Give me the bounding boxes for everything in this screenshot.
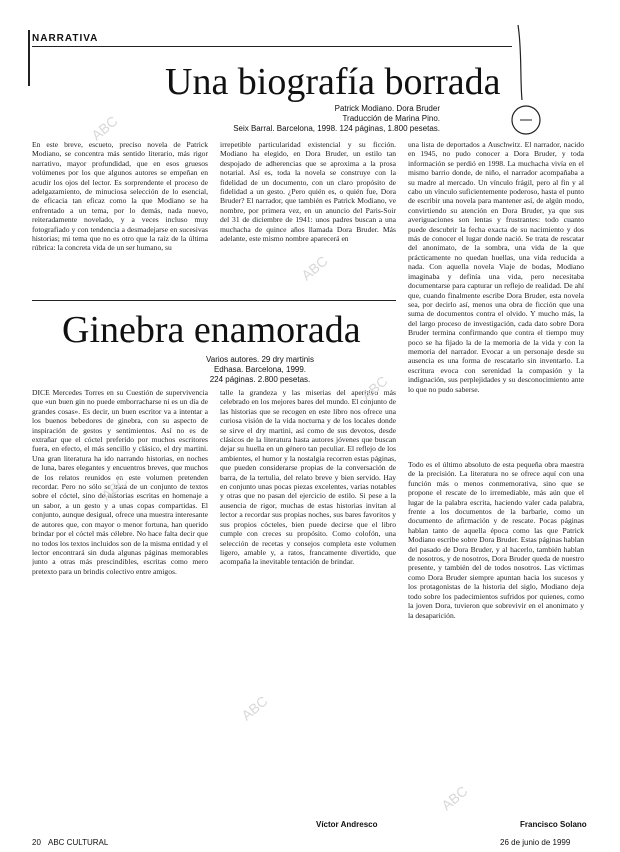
article-1-column-3b: [408, 460, 584, 760]
article-2-column-2: [220, 388, 396, 818]
section-label: NARRATIVA: [32, 33, 99, 44]
publication-date: 26 de junio de 1999: [500, 838, 571, 847]
body-text: Todo es el último absoluto de esta pequeña obra maestra de la precisión. La literatura no se ofrece aquí con una función más o menos conmemorativa, sino que se propone el rescate de lo irremediable, más aún que el lugar de la palabra escrita, haciendo valer cada palabra, frente a los documentos de la barbarie, como un documento de afirmación y de rescate. Pocas páginas hablan tanto de aquella época como las que Patrick Modiano escribe sobre Dora Bruder. Estas páginas hablan del pasado de Dora Bruder, y al hacerlo, también hablan de nosotros, y de nosotros, Dora Bruder queda de nuestro presente, y también del de todos nosotros. Las víctimas como Dora Bruder siempre apuntan hacia los sucesos y los protagonistas de la historia del siglo, Modiano deja todo sobre los padecimientos sufridos por quienes, como la joven Dora, tuvieron que sobrevivir en el anonimato y la desaparición.: [408, 460, 584, 620]
section-rule: [32, 46, 512, 47]
page-number: 20: [32, 838, 41, 847]
body-text: irrepetible particularidad existencial y su ficción. Modiano ha elegido, en Dora Bruder, un estilo tan despojado de adherencias que se aproxima a la prosa notarial. Así es, toda la novela se construye con la fidelidad de un documento, con un claro propósito de fidelidad a un gesto. ¿Pero quién es, o quién fue, Dora Bruder? El narrador, que también es Patrick Modiano, ve nombre, por primera vez, en un anuncio del Paris-Soir del 31 de diciembre de 1941: unos padres buscan a una muchacha de quince años llamada Dora Bruder. Más adelante, este mismo nombre aparecerá en: [220, 140, 396, 244]
section-vertical-rule: [28, 30, 30, 86]
article-1-column-1: [32, 140, 208, 292]
watermark: ABC: [358, 372, 391, 404]
article-meta-1: [200, 104, 440, 134]
body-text: una lista de deportados a Auschwitz. El narrador, nacido en 1945, no pudo conocer a Dora Bruder, y toda información se perdió en 1998. La muchacha vivía en el mismo barrio donde, de niño, el narrador acompañaba a su madre al mercado. Un vínculo frágil, pero al fin y al cabo un vínculo suficientemente poderoso, hasta el punto de escribir una novela para mantener así, de algún modo, convirtiendo su atención en Dora Bruder, ya que sus averiguaciones son lentas y frustrantes: todo cuanto puede descubrir la fecha exacta de su nacimiento y dos más de conocer el lugar donde nació. Se trata de rescatar del anonimato, de la sombra, una vida de la que prácticamente no quedan huellas, una vida reducida a nada. Con aquella novela Viaje de bodas, Modiano imaginaba y definía una vida, pero necesitaba documentarse para capturar un reflejo de realidad. De ahí que, cuando finalmente escribe Dora Bruder, esta novela sea, por decirlo así, menos una obra de ficción que una suma de documentos contra el olvido. Y mucho más, la del largo proceso de investigación, cada dato sobre Dora Bruder termina confirmando que contra el tiempo muy poco se ha fijado la de la memoria de la vida y con la memoria del narrador. Evocar a un personaje desde su ausencia es una forma de rescatarlo sin inventarlo. La escritura evoca con serenidad la compasión y la indignación, sus perplejidades y su desconocimiento ante lo que no pudo saberse.: [408, 140, 584, 394]
watermark: ABC: [88, 112, 121, 144]
watermark: ABC: [238, 692, 271, 724]
article-meta-2: [160, 355, 360, 385]
article-2-column-1: [32, 388, 208, 818]
meta-line: 224 páginas. 2.800 pesetas.: [209, 375, 311, 384]
article-divider: [32, 300, 396, 301]
author-signature-1: Francisco Solano: [520, 820, 587, 829]
meta-line: Varios autores. 29 dry martinis: [206, 355, 314, 364]
meta-line: Seix Barral. Barcelona, 1998. 124 páginas, 1.800 pesetas.: [233, 124, 440, 133]
meta-line: Traducción de Marina Pino.: [342, 114, 440, 123]
body-text: En este breve, escueto, preciso novela de Patrick Modiano, se concentra más sentido literario, más rigor narrativo, mayor profundidad, que en esos gruesos volúmenes por los que algunos autores se empeñan en acudir los ojos del lector. Es sorprendente el proceso de adelgazamiento, de minuciosa selección de lo esencial, de eficacia tan eficaz como la que Modiano se ha enfrentado a un tema, por lo demás, nada nuevo, reiteradamente novelado, y a veces incluso muy fotografiado y con tendencia a desmadejarse en sucesivas historias; mi tema que no es otro que la raíz de la última rúbrica: la concreta vida de un ser humano, su: [32, 140, 208, 253]
body-text: DICE Mercedes Torres en su Cuestión de supervivencia que «un buen gin no puede emborracharse ni es un día de grandes cosas». Es decir, un buen escritor va a intentar a los buenos bebedores de ginebra, con su aspecto de inspiración de gestos y sentimientos. Así no es de extrañar que el cóctel preferido por muchos escritores fuera, en efecto, el más sencillo y clásico, el dry martini. Una gran literatura ha ido narrando historias, en noches de luna, bares elegantes y encuentros breves, que muchos de los relatos reunidos en este volumen pretenden recordar. Pero no sólo se trata de un conjunto de textos sobre el cóctel, sino de historias escritas en homenaje a un sabor, a un gesto y a unas copas compartidas. El conjunto, aunque desigual, ofrece una muestra interesante de autores que, con mayor o menor fortuna, han querido brindar por el cóctel más célebre. No hace falta decir que no todos los textos incluidos son de la misma entidad y el lector encontrará sin duda algunas páginas memorables junto a otras más prescindibles, escritas como mero pretexto para un brindis colectivo entre amigos.: [32, 388, 208, 576]
publication-name: ABC CULTURAL: [48, 838, 109, 847]
meta-line: Edhasa. Barcelona, 1999.: [213, 365, 307, 374]
body-text: talle la grandeza y las miserias del aperitivo más celebrado en los mejores bares del mundo. El conjunto de las historias que se recogen en este libro nos ofrece una curiosa visión de la vida nocturna y de los locales donde se sirve el dry martini, así como de sus devotos, desde clásicos de la literatura hasta autores jóvenes que buscan dejar su huella en un género tan peculiar. El reflejo de los ambientes, el humor y la nostalgia recorren estas páginas, que pueden considerarse propias de la conversación de barra, de la tertulia, del relato breve y bien servido. Hay en conjunto unas pocas piezas excelentes, varias notables y otras que no pasan del ejercicio de estilo. Si pese a la ausencia de rigor, muchas de estas historias invitan al lector a recordar sus propias noches, sus bares favoritos y sus propios cócteles, bien puede decirse que el libro cumple con creces su propósito. Como colofón, una selección de recetas y consejos completa este volumen ligero, amable y, a ratos, francamente divertido, que acompaña la inevitable tentación de brindar.: [220, 388, 396, 567]
article-1-column-3: [408, 140, 584, 455]
watermark: ABC: [98, 472, 131, 504]
author-signature-2: Víctor Andresco: [316, 820, 378, 829]
article-title-2: Ginebra enamorada: [62, 309, 361, 351]
article-title-1: Una biografía borrada: [165, 61, 501, 103]
meta-line: Patrick Modiano. Dora Bruder: [334, 104, 440, 113]
watermark: ABC: [438, 782, 471, 814]
watermark: ABC: [298, 252, 331, 284]
